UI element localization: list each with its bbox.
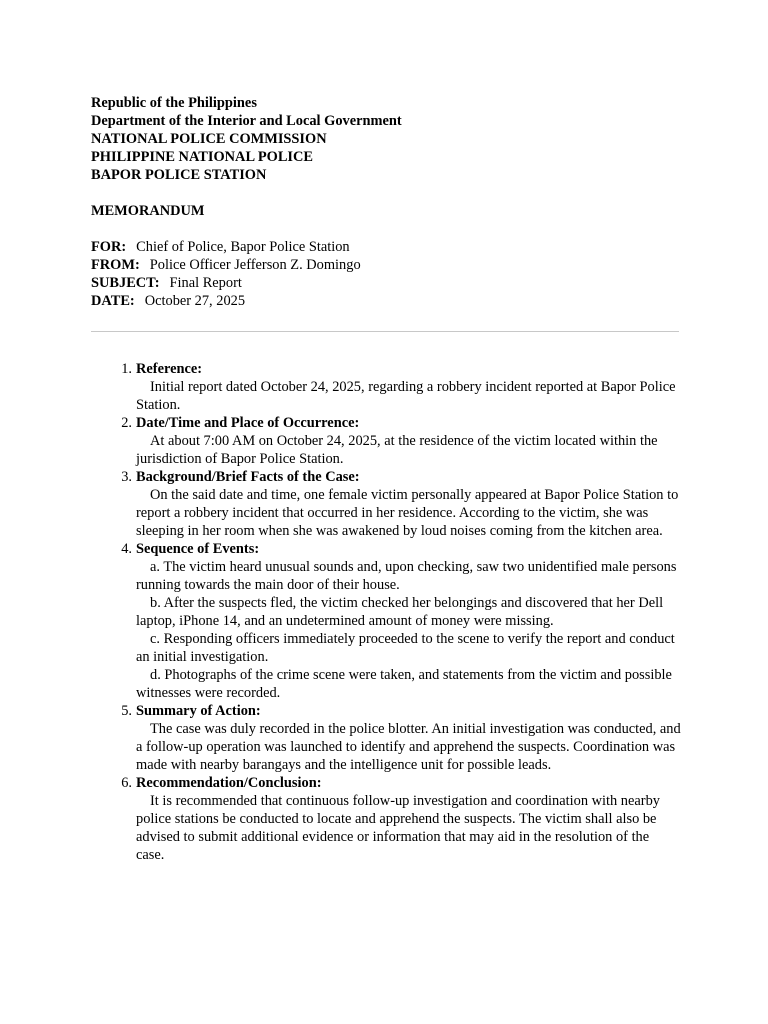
section-title: Reference:: [136, 361, 203, 377]
section-number: 3.: [121, 469, 132, 485]
for-value: Chief of Police, Bapor Police Station: [136, 239, 350, 255]
section-paragraph: The case was duly recorded in the police blotter. An initial investigation was conducted, and a follow-up operation was launched to identify and apprehend the suspects. Coordination was made with nearby barangays and the intelligence unit for possible leads.: [136, 721, 681, 773]
date-label: DATE:: [91, 293, 135, 309]
letterhead-station: BAPOR POLICE STATION: [91, 167, 267, 183]
section-background: [121, 468, 681, 540]
section-title: Date/Time and Place of Occurrence:: [136, 415, 360, 431]
divider: [91, 331, 679, 332]
section-number: 5.: [121, 703, 132, 719]
section-paragraph: Initial report dated October 24, 2025, regarding a robbery incident reported at Bapor Police Station.: [136, 379, 676, 413]
routing-block: [91, 238, 681, 310]
letterhead: [91, 94, 681, 184]
section-number: 1.: [121, 361, 132, 377]
section-paragraph: It is recommended that continuous follow-up investigation and coordination with nearby police stations be conducted to locate and apprehend the suspects. The victim shall also be advised to submit additional evidence or information that may aid in the resolution of the case.: [136, 793, 660, 863]
section-paragraph: At about 7:00 AM on October 24, 2025, at the residence of the victim located within the jurisdiction of Bapor Police Station.: [136, 433, 658, 467]
section-title: Recommendation/Conclusion:: [136, 775, 322, 791]
section-recommendation: [121, 774, 681, 864]
section-number: 2.: [121, 415, 132, 431]
section-number: 6.: [121, 775, 132, 791]
section-title: Summary of Action:: [136, 703, 261, 719]
section-paragraph: c. Responding officers immediately proceeded to the scene to verify the report and conduct an initial investigation.: [136, 631, 675, 665]
routing-subject: [91, 274, 681, 292]
section-paragraph: a. The victim heard unusual sounds and, upon checking, saw two unidentified male persons running towards the main door of their house.: [136, 559, 677, 593]
subject-value: Final Report: [169, 275, 242, 291]
letterhead-department: Department of the Interior and Local Government: [91, 113, 402, 129]
routing-date: [91, 292, 681, 310]
for-label: FOR:: [91, 239, 127, 255]
letterhead-napolcom: NATIONAL POLICE COMMISSION: [91, 131, 327, 147]
section-summary-of-action: [121, 702, 681, 774]
from-label: FROM:: [91, 257, 140, 273]
section-date-time-place: [121, 414, 681, 468]
date-value: October 27, 2025: [144, 293, 246, 309]
from-value: Police Officer Jefferson Z. Domingo: [149, 257, 361, 273]
section-reference: [121, 360, 681, 414]
subject-label: SUBJECT:: [91, 275, 160, 291]
routing-for: [91, 238, 681, 256]
letterhead-republic: Republic of the Philippines: [91, 95, 257, 111]
section-number: 4.: [121, 541, 132, 557]
section-list: [91, 360, 681, 864]
section-title: Background/Brief Facts of the Case:: [136, 469, 360, 485]
section-paragraph: On the said date and time, one female victim personally appeared at Bapor Police Station to report a robbery incident that occurred in her residence. According to the victim, she was sleeping in her room when she was awakened by loud noises coming from the kitchen area.: [136, 487, 679, 539]
letterhead-pnp: PHILIPPINE NATIONAL POLICE: [91, 149, 314, 165]
routing-from: [91, 256, 681, 274]
section-paragraph: b. After the suspects fled, the victim checked her belongings and discovered that her Dell laptop, iPhone 14, and an undetermined amount of money were missing.: [136, 595, 664, 629]
section-title: Sequence of Events:: [136, 541, 260, 557]
memorandum-page: [91, 94, 681, 864]
section-paragraph: d. Photographs of the crime scene were taken, and statements from the victim and possible witnesses were recorded.: [136, 667, 672, 701]
section-sequence-of-events: [121, 540, 681, 702]
memo-title: MEMORANDUM: [91, 203, 205, 219]
